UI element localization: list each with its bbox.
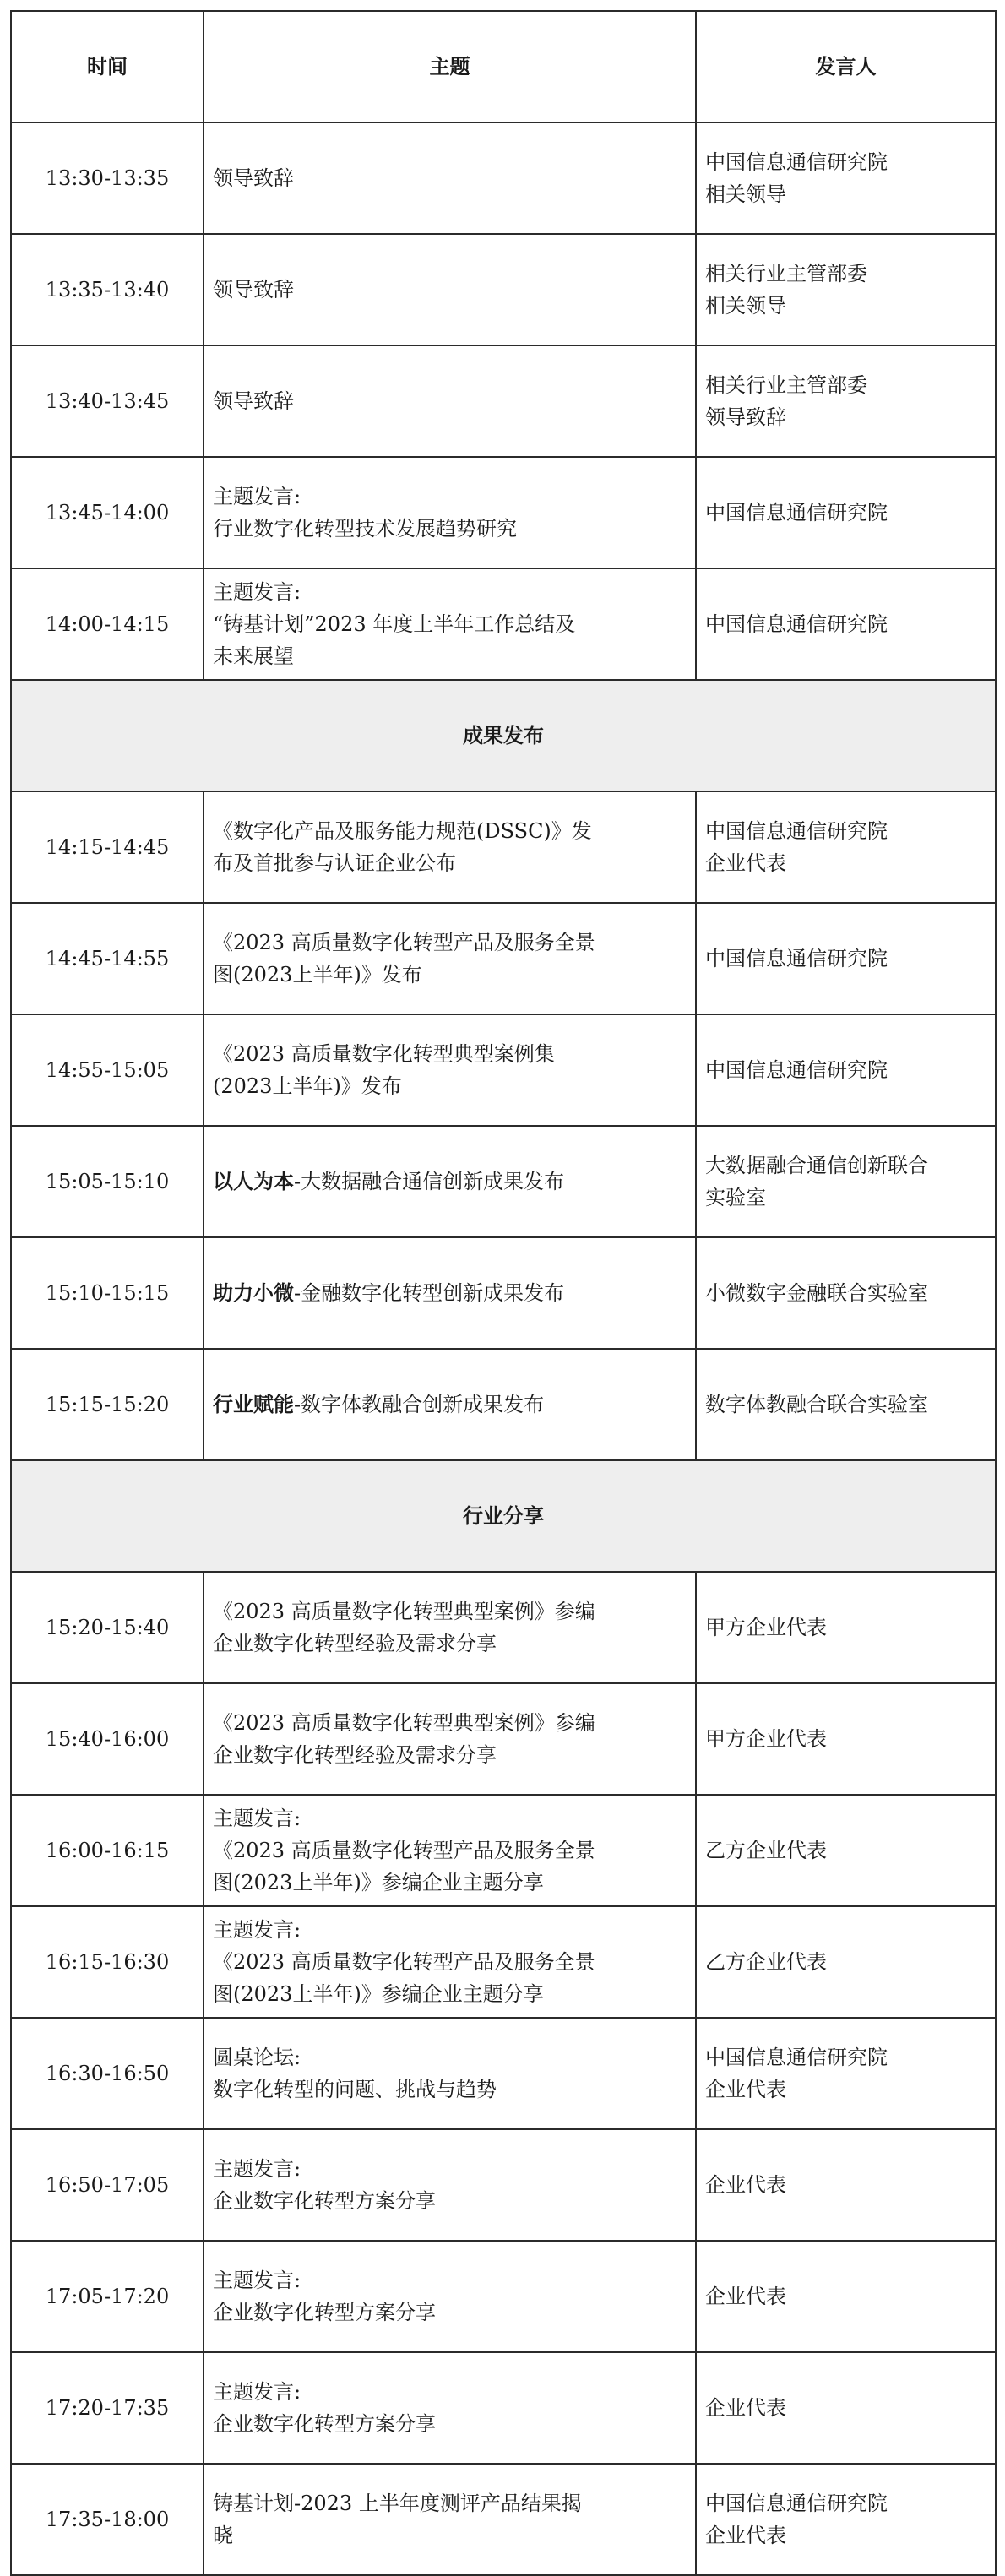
speaker-cell xyxy=(696,234,996,345)
topic-cell xyxy=(204,1349,696,1460)
speaker-line: 小微数字金融联合实验室 xyxy=(705,1281,928,1305)
speaker-cell xyxy=(696,568,996,680)
topic-emphasis: 助力小微 xyxy=(213,1281,294,1305)
speaker-line: 中国信息通信研究院 xyxy=(705,150,888,174)
header-topic: 主题 xyxy=(204,11,696,122)
time-cell: 15:05-15:10 xyxy=(11,1126,204,1237)
time-cell: 16:50-17:05 xyxy=(11,2129,204,2241)
topic-line: 晓 xyxy=(213,2524,233,2547)
speaker-cell xyxy=(696,1683,996,1795)
topic-line: 主题发言: xyxy=(213,485,302,508)
agenda-row xyxy=(11,2129,996,2241)
agenda-row xyxy=(11,568,996,680)
speaker-line: 企业代表 xyxy=(705,851,786,875)
time-cell: 17:05-17:20 xyxy=(11,2241,204,2352)
agenda-sheet xyxy=(10,10,995,2563)
speaker-cell xyxy=(696,903,996,1014)
section-title: 行业分享 xyxy=(11,1460,996,1572)
topic-line: (2023上半年)》发布 xyxy=(213,1074,402,1098)
speaker-cell xyxy=(696,122,996,234)
topic-line: 企业数字化转型经验及需求分享 xyxy=(213,1743,497,1767)
speaker-cell xyxy=(696,1349,996,1460)
topic-cell xyxy=(204,1906,696,2018)
agenda-row xyxy=(11,1349,996,1460)
agenda-row xyxy=(11,1683,996,1795)
topic-line: 《2023 高质量数字化转型典型案例集 xyxy=(213,1042,555,1066)
speaker-line: 相关领导 xyxy=(705,294,786,318)
topic-line: 《2023 高质量数字化转型产品及服务全景 xyxy=(213,1839,595,1862)
speaker-line: 乙方企业代表 xyxy=(705,1839,827,1862)
time-cell: 16:15-16:30 xyxy=(11,1906,204,2018)
topic-text: -大数据融合通信创新成果发布 xyxy=(294,1170,565,1193)
speaker-cell xyxy=(696,1906,996,2018)
section-row xyxy=(11,680,996,791)
topic-cell xyxy=(204,2129,696,2241)
agenda-row xyxy=(11,1572,996,1683)
speaker-cell xyxy=(696,2352,996,2464)
agenda-row xyxy=(11,2464,996,2575)
topic-cell xyxy=(204,122,696,234)
speaker-cell xyxy=(696,345,996,457)
speaker-cell xyxy=(696,2241,996,2352)
topic-emphasis: 以人为本 xyxy=(213,1170,294,1193)
topic-line: 《2023 高质量数字化转型典型案例》参编 xyxy=(213,1711,595,1735)
speaker-cell xyxy=(696,457,996,568)
topic-line: 图(2023上半年)》参编企业主题分享 xyxy=(213,1982,544,2006)
speaker-line: 企业代表 xyxy=(705,2173,786,2197)
agenda-row xyxy=(11,791,996,903)
time-cell: 13:30-13:35 xyxy=(11,122,204,234)
speaker-line: 相关行业主管部委 xyxy=(705,373,867,397)
speaker-cell xyxy=(696,1795,996,1906)
topic-line: 主题发言: xyxy=(213,1918,302,1942)
agenda-row xyxy=(11,2241,996,2352)
time-cell: 17:20-17:35 xyxy=(11,2352,204,2464)
speaker-line: 中国信息通信研究院 xyxy=(705,2492,888,2515)
topic-line: 企业数字化转型方案分享 xyxy=(213,2412,436,2436)
speaker-cell xyxy=(696,2464,996,2575)
speaker-line: 相关领导 xyxy=(705,182,786,206)
speaker-line: 甲方企业代表 xyxy=(705,1727,827,1751)
speaker-line: 实验室 xyxy=(705,1186,766,1209)
agenda-row xyxy=(11,122,996,234)
speaker-cell xyxy=(696,1014,996,1126)
time-cell: 15:15-15:20 xyxy=(11,1349,204,1460)
agenda-row xyxy=(11,1126,996,1237)
time-cell: 14:45-14:55 xyxy=(11,903,204,1014)
topic-cell xyxy=(204,2241,696,2352)
agenda-table xyxy=(10,10,997,2576)
agenda-row xyxy=(11,1795,996,1906)
topic-cell xyxy=(204,903,696,1014)
speaker-cell xyxy=(696,1237,996,1349)
topic-cell xyxy=(204,568,696,680)
topic-cell xyxy=(204,1572,696,1683)
topic-line: 领导致辞 xyxy=(213,389,294,413)
speaker-line: 中国信息通信研究院 xyxy=(705,819,888,843)
topic-cell xyxy=(204,1237,696,1349)
topic-cell xyxy=(204,2464,696,2575)
topic-line: 行业数字化转型技术发展趋势研究 xyxy=(213,517,517,541)
header-time: 时间 xyxy=(11,11,204,122)
topic-line: 图(2023上半年)》参编企业主题分享 xyxy=(213,1871,544,1894)
topic-cell xyxy=(204,791,696,903)
speaker-line: 相关行业主管部委 xyxy=(705,262,867,285)
speaker-line: 企业代表 xyxy=(705,2078,786,2101)
agenda-body xyxy=(11,122,996,2575)
agenda-row xyxy=(11,345,996,457)
topic-line: 主题发言: xyxy=(213,2157,302,2181)
topic-cell xyxy=(204,1683,696,1795)
topic-line: 企业数字化转型方案分享 xyxy=(213,2189,436,2213)
time-cell: 15:10-15:15 xyxy=(11,1237,204,1349)
topic-cell xyxy=(204,234,696,345)
time-cell: 16:30-16:50 xyxy=(11,2018,204,2129)
time-cell: 15:20-15:40 xyxy=(11,1572,204,1683)
agenda-row xyxy=(11,234,996,345)
speaker-line: 企业代表 xyxy=(705,2524,786,2547)
time-cell: 15:40-16:00 xyxy=(11,1683,204,1795)
section-row xyxy=(11,1460,996,1572)
time-cell: 13:45-14:00 xyxy=(11,457,204,568)
topic-cell xyxy=(204,345,696,457)
speaker-line: 中国信息通信研究院 xyxy=(705,947,888,970)
speaker-cell xyxy=(696,791,996,903)
agenda-row xyxy=(11,1237,996,1349)
speaker-cell xyxy=(696,2018,996,2129)
topic-line: 主题发言: xyxy=(213,1807,302,1830)
speaker-line: 中国信息通信研究院 xyxy=(705,1058,888,1082)
agenda-row xyxy=(11,457,996,568)
agenda-row xyxy=(11,2018,996,2129)
agenda-row xyxy=(11,1906,996,2018)
time-cell: 13:35-13:40 xyxy=(11,234,204,345)
speaker-cell xyxy=(696,2129,996,2241)
topic-line: 企业数字化转型方案分享 xyxy=(213,2301,436,2324)
topic-cell xyxy=(204,1126,696,1237)
speaker-line: 中国信息通信研究院 xyxy=(705,612,888,636)
topic-line: 领导致辞 xyxy=(213,278,294,302)
topic-text: -金融数字化转型创新成果发布 xyxy=(294,1281,565,1305)
topic-emphasis: 行业赋能 xyxy=(213,1393,294,1416)
topic-cell xyxy=(204,457,696,568)
topic-line: 数字化转型的问题、挑战与趋势 xyxy=(213,2078,497,2101)
topic-line: 主题发言: xyxy=(213,580,302,604)
header-row xyxy=(11,11,996,122)
agenda-row xyxy=(11,1014,996,1126)
topic-line: 主题发言: xyxy=(213,2380,302,2404)
topic-line: 未来展望 xyxy=(213,644,294,668)
topic-line: 图(2023上半年)》发布 xyxy=(213,963,422,986)
topic-line: 《2023 高质量数字化转型产品及服务全景 xyxy=(213,1950,595,1974)
topic-line: 《数字化产品及服务能力规范(DSSC)》发 xyxy=(213,819,592,843)
time-cell: 17:35-18:00 xyxy=(11,2464,204,2575)
time-cell: 14:55-15:05 xyxy=(11,1014,204,1126)
speaker-line: 数字体教融合联合实验室 xyxy=(705,1393,928,1416)
topic-cell xyxy=(204,2352,696,2464)
speaker-line: 中国信息通信研究院 xyxy=(705,501,888,524)
topic-line: 领导致辞 xyxy=(213,166,294,190)
speaker-cell xyxy=(696,1126,996,1237)
agenda-row xyxy=(11,903,996,1014)
topic-line: “铸基计划”2023 年度上半年工作总结及 xyxy=(213,612,576,636)
topic-cell xyxy=(204,1014,696,1126)
topic-cell xyxy=(204,2018,696,2129)
topic-line: 主题发言: xyxy=(213,2269,302,2292)
time-cell: 14:15-14:45 xyxy=(11,791,204,903)
topic-cell xyxy=(204,1795,696,1906)
time-cell: 16:00-16:15 xyxy=(11,1795,204,1906)
time-cell: 13:40-13:45 xyxy=(11,345,204,457)
topic-text: -数字体教融合创新成果发布 xyxy=(294,1393,545,1416)
speaker-line: 甲方企业代表 xyxy=(705,1616,827,1639)
topic-line: 圆桌论坛: xyxy=(213,2046,302,2069)
topic-line: 企业数字化转型经验及需求分享 xyxy=(213,1632,497,1655)
speaker-line: 中国信息通信研究院 xyxy=(705,2046,888,2069)
speaker-line: 大数据融合通信创新联合 xyxy=(705,1154,928,1177)
speaker-cell xyxy=(696,1572,996,1683)
time-cell: 14:00-14:15 xyxy=(11,568,204,680)
header-speaker: 发言人 xyxy=(696,11,996,122)
speaker-line: 领导致辞 xyxy=(705,405,786,429)
speaker-line: 企业代表 xyxy=(705,2396,786,2420)
topic-line: 《2023 高质量数字化转型典型案例》参编 xyxy=(213,1600,595,1623)
topic-line: 《2023 高质量数字化转型产品及服务全景 xyxy=(213,931,595,954)
topic-line: 铸基计划-2023 上半年度测评产品结果揭 xyxy=(213,2492,582,2515)
speaker-line: 企业代表 xyxy=(705,2285,786,2308)
topic-line: 布及首批参与认证企业公布 xyxy=(213,851,456,875)
section-title: 成果发布 xyxy=(11,680,996,791)
agenda-row xyxy=(11,2352,996,2464)
speaker-line: 乙方企业代表 xyxy=(705,1950,827,1974)
